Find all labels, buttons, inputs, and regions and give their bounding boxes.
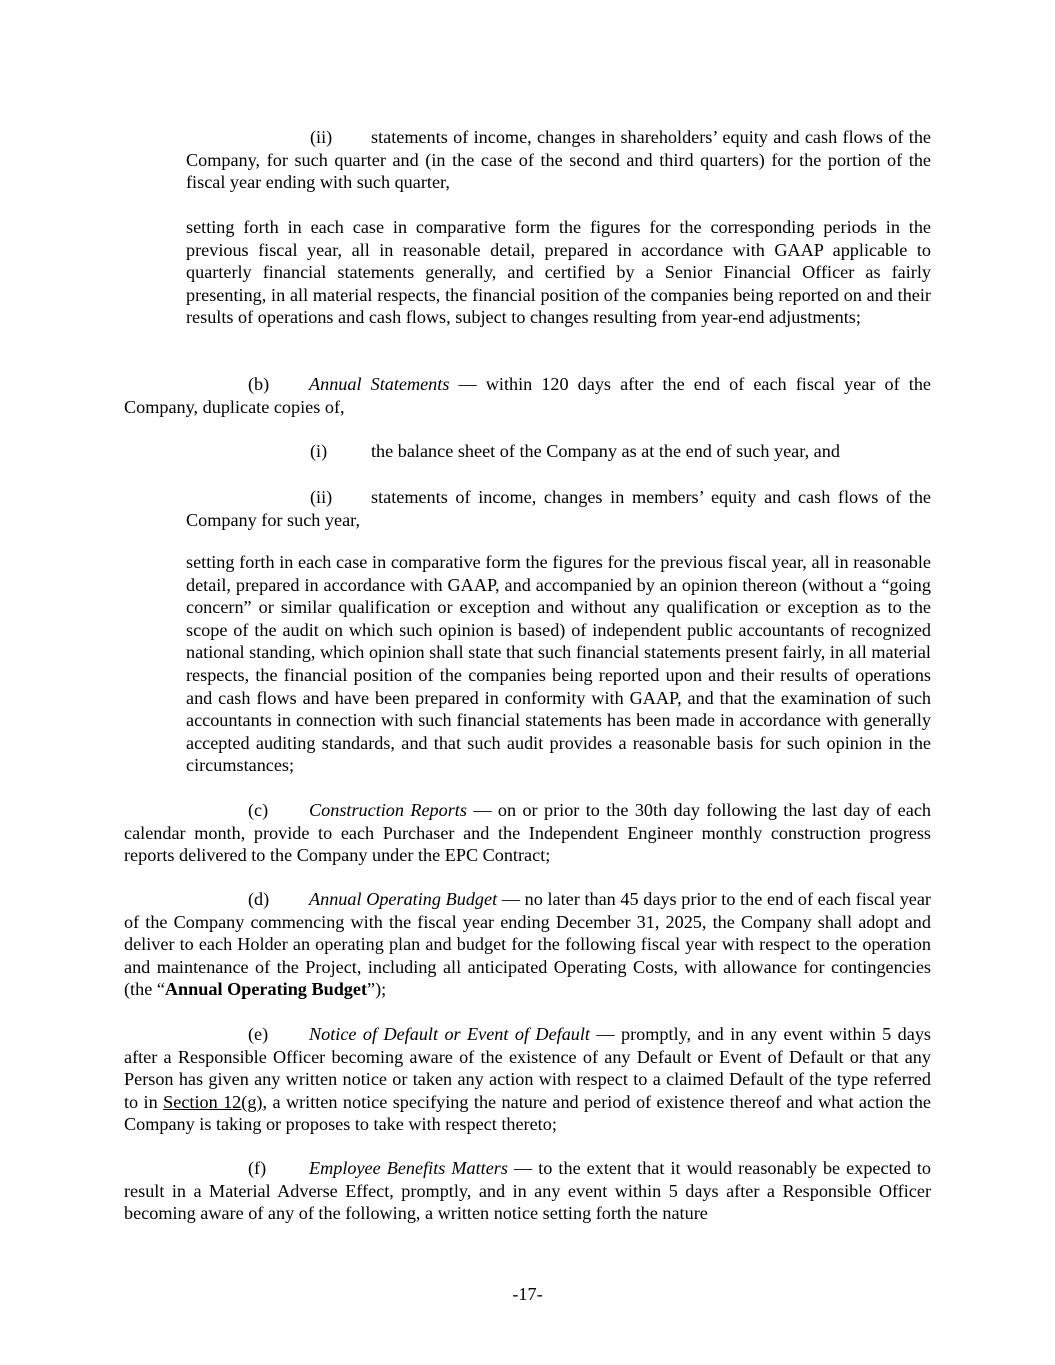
clause-label: (b): [248, 374, 270, 394]
clause-text: the balance sheet of the Company as at the end of such year, and: [371, 441, 840, 461]
defined-term: Annual Operating Budget: [164, 979, 368, 1000]
setting-forth-quarterly: setting forth in each case in comparative form the figures for the corresponding periods in the previous fiscal year, all in reasonable detail, prepared in accordance with GAAP applicable to quarterly financial statements generally, and certified by a Senior Financial Officer as fairly presenting, in all material respects, the financial position of the companies being reported on and their results of operations and cash flows, subject to changes resulting from year-end adjustments;: [186, 217, 931, 328]
clause-text: statements of income, changes in shareholders’ equity and cash flows of the Company, for such quarter and (in the case of the second and third quarters) for the portion of the fiscal year ending with such quarter,: [186, 127, 931, 193]
clause-b: [124, 373, 931, 418]
section-reference-link[interactable]: Section 12(g): [163, 1091, 263, 1112]
clause-label: (ii): [310, 487, 333, 507]
clause-label: (e): [248, 1024, 269, 1044]
setting-forth-annual: setting forth in each case in comparative form the figures for the previous fiscal year, all in reasonable detail, prepared in accordance with GAAP, and accompanied by an opinion thereon (without a “going concern” or similar qualification or exception and without any qualification or exception as to the scope of the audit on which such opinion is based) of independent public accountants of recognized national standing, which opinion shall state that such financial statements present fairly, in all material respects, the financial position of the companies being reported upon and their results of operations and cash flows and have been prepared in conformity with GAAP, and that the examination of such accountants in connection with such financial statements has been made in accordance with generally accepted auditing standards, and that such audit provides a reasonable basis for such opinion in the circumstances;: [186, 552, 931, 776]
clause-title: Construction Reports: [309, 800, 467, 820]
clause-title: Annual Statements: [309, 374, 450, 394]
clause-b-ii: [186, 486, 931, 531]
clause-text: — promptly, and in any event within 5 days after a Responsible Officer becoming aware of the existence of any Default or Event of Default or that any Person has given any written notice or taken any action with respect to a claimed Default of the type referred to in: [124, 1024, 932, 1112]
clause-text: — to the extent that it would reasonably be expected to result in a Material Adverse Effect, promptly, and in any event within 5 days after a Responsible Officer becoming aware of any of the following, a written notice setting forth the nature: [124, 1158, 931, 1224]
clause-label: (c): [248, 800, 269, 820]
clause-tail: ”);: [367, 979, 387, 1000]
clause-tail: , a written notice specifying the nature and period of existence thereof and what action the Company is taking or proposes to take with respect thereto;: [124, 1091, 931, 1135]
clause-d: [124, 888, 931, 1001]
clause-c: [124, 799, 931, 867]
clause-text: — within 120 days after the end of each fiscal year of the Company, duplicate copies of,: [124, 374, 931, 417]
clause-a-ii: [186, 126, 931, 194]
clause-e: [124, 1023, 931, 1136]
clause-title: Annual Operating Budget: [309, 889, 498, 909]
clause-label: (d): [248, 889, 270, 909]
clause-b-i: [186, 440, 931, 463]
clause-text: — no later than 45 days prior to the end of each fiscal year of the Company commencing with the fiscal year ending December 31, 2025, the Company shall adopt and deliver to each Holder an operating plan and budget for the following fiscal year with respect to the operation and maintenance of the Project, including all anticipated Operating Costs, with allowance for contingencies (the “: [124, 889, 931, 1000]
clause-text: statements of income, changes in members’ equity and cash flows of the Company for such year,: [186, 487, 931, 530]
clause-label: (f): [248, 1158, 267, 1178]
page-number: -17-: [512, 1284, 543, 1304]
clause-title: Notice of Default or Event of Default: [309, 1024, 590, 1044]
clause-f: [124, 1157, 931, 1225]
clause-title: Employee Benefits Matters: [309, 1158, 508, 1178]
clause-label: (ii): [310, 127, 333, 147]
clause-text: — on or prior to the 30th day following the last day of each calendar month, provide to each Purchaser and the Independent Engineer monthly construction progress reports delivered to the Company under the EPC Contract;: [124, 800, 931, 866]
clause-label: (i): [310, 441, 328, 461]
